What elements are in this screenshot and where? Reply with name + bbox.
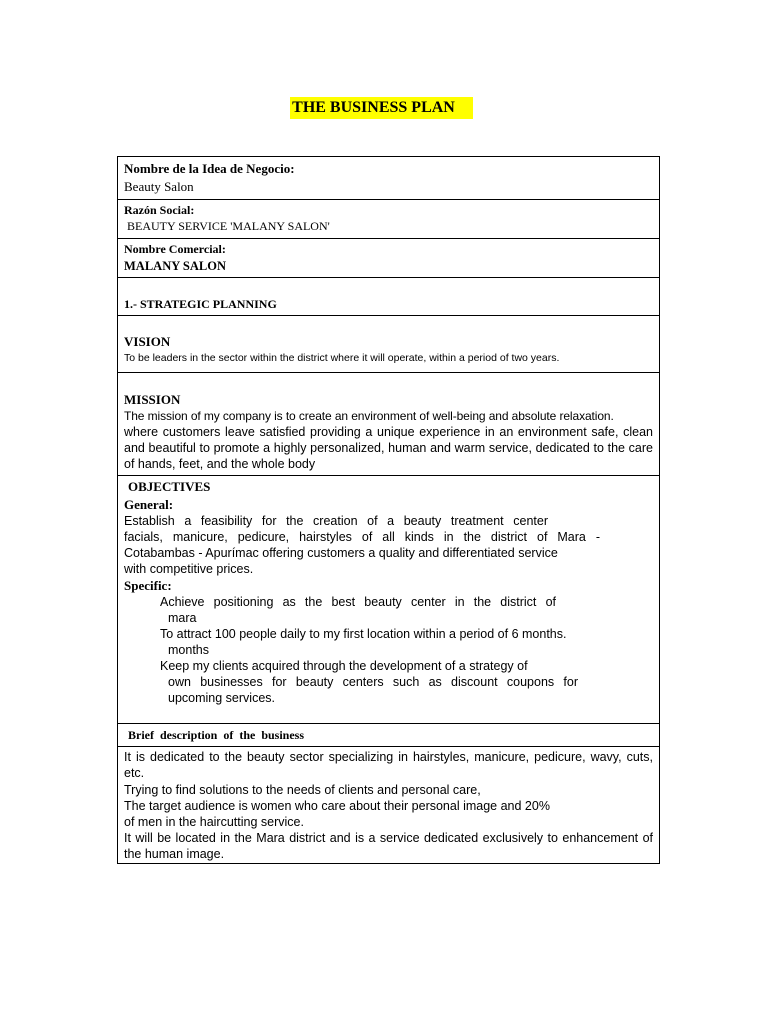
row-brief-label xyxy=(118,724,660,747)
general-text-line2: facials, manicure, pedicure, hairstyles of all kinds in the district of Mara - xyxy=(124,530,600,544)
cell-razon xyxy=(118,200,660,239)
cell-objectives xyxy=(118,476,660,724)
row-mission xyxy=(118,373,660,476)
specific-item xyxy=(124,658,653,706)
mission-text: where customers leave satisfied providing a unique experience in an environment safe, clean and beautiful to promote a highly personalized, human and warm service, dedicated to the care of hands, feet, and the whole body xyxy=(124,425,653,471)
brief-p2c: of men in the haircutting service. xyxy=(124,815,304,829)
comercial-label: Nombre Comercial: xyxy=(124,242,226,256)
idea-label: Nombre de la Idea de Negocio: xyxy=(124,161,295,176)
vision-label: VISION xyxy=(124,334,171,349)
vision-text: To be leaders in the sector within the district where it will operate, within a period of two years. xyxy=(124,352,560,364)
mission-label: MISSION xyxy=(124,392,181,407)
title-wrap xyxy=(0,97,768,119)
razon-label: Razón Social: xyxy=(124,203,195,217)
cell-brief xyxy=(118,747,660,864)
specific-label: Specific: xyxy=(124,578,172,593)
row-vision xyxy=(118,316,660,373)
cell-strategic xyxy=(118,278,660,316)
strategic-heading: 1.- STRATEGIC PLANNING xyxy=(124,297,277,311)
general-text-line1: Establish a feasibility for the creation of a beauty treatment center xyxy=(124,514,548,528)
cell-brief-label xyxy=(118,724,660,747)
razon-value: BEAUTY SERVICE 'MALANY SALON' xyxy=(127,219,330,233)
general-text-line3: Cotabambas - Apurímac offering customers a quality and differentiated service xyxy=(124,546,558,560)
brief-label: Brief description of the business xyxy=(128,728,305,742)
specific-item xyxy=(124,626,653,658)
row-brief xyxy=(118,747,660,864)
specific-item-cont: mara xyxy=(168,611,197,625)
mission-line1: The mission of my company is to create an environment of well-being and absolute relaxation. xyxy=(124,409,614,423)
brief-p1: It is dedicated to the beauty sector specializing in hairstyles, manicure, pedicure, wavy, cuts, etc. xyxy=(124,750,653,780)
specific-item-main: Achieve positioning as the best beauty center in the district of xyxy=(160,595,556,609)
comercial-value: MALANY SALON xyxy=(124,259,226,273)
cell-idea xyxy=(118,157,660,200)
specific-item-cont2: upcoming services. xyxy=(168,691,275,705)
general-text-line4: with competitive prices. xyxy=(124,562,254,576)
specific-item xyxy=(124,594,653,626)
cell-mission xyxy=(118,373,660,476)
cell-comercial xyxy=(118,239,660,278)
specific-item-cont: own businesses for beauty centers such as discount coupons for xyxy=(168,675,578,689)
idea-value: Beauty Salon xyxy=(124,179,194,194)
objectives-label: OBJECTIVES xyxy=(128,479,211,494)
brief-p3: It will be located in the Mara district and is a service dedicated exclusively to enhancement of the human image. xyxy=(124,831,653,861)
general-label: General: xyxy=(124,497,174,512)
document-title: THE BUSINESS PLAN xyxy=(290,97,473,119)
brief-p2a: Trying to find solutions to the needs of clients and personal care, xyxy=(124,783,481,797)
row-objectives xyxy=(118,476,660,724)
specific-item-main: To attract 100 people daily to my first location within a period of 6 months. xyxy=(160,627,567,641)
specific-item-cont: months xyxy=(168,643,209,657)
cell-vision xyxy=(118,316,660,373)
specific-list xyxy=(124,594,653,706)
row-strategic xyxy=(118,278,660,316)
row-comercial xyxy=(118,239,660,278)
row-razon xyxy=(118,200,660,239)
row-idea xyxy=(118,157,660,200)
specific-item-main: Keep my clients acquired through the development of a strategy of xyxy=(160,659,528,673)
business-plan-table xyxy=(117,156,660,864)
brief-p2b: The target audience is women who care about their personal image and 20% xyxy=(124,799,550,813)
